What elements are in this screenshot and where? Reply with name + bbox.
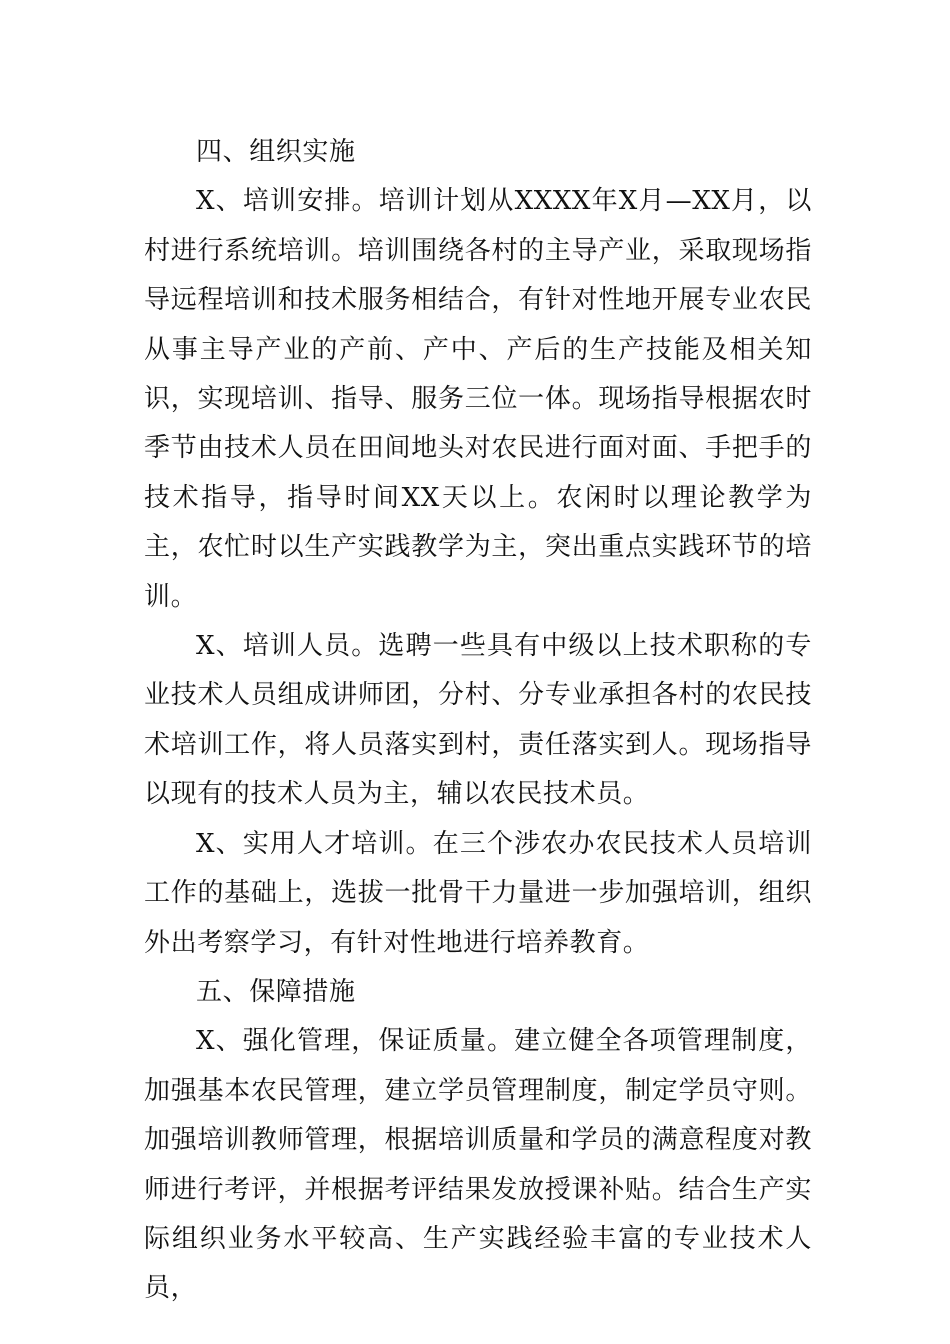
paragraph-training-schedule: X、培训安排。培训计划从XXXX年X月—XX月，以村进行系统培训。培训围绕各村的主导产业，采取现场指导远程培训和技术服务相结合，有针对性地开展专业农民从事主导产业的产前、产中、产后的生产技能及相关知识，实现培训、指导、服务三位一体。现场指导根据农时季节由技术人员在田间地头对农民进行面对面、手把手的技术指导，指导时间XX天以上。农闲时以理论教学为主，农忙时以生产实践教学为主，突出重点实践环节的培训。 — [144, 186, 812, 612]
section-heading-safeguards: 五、保障措施 — [196, 976, 356, 1007]
paragraph-management-quality: X、强化管理，保证质量。建立健全各项管理制度，加强基本农民管理，建立学员管理制度，制定学员守则。加强培训教师管理，根据培训质量和学员的满意程度对教师进行考评，并根据考评结果发放授课补贴。结合生产实际组织业务水平较高、生产实践经验丰富的专业技术人员， — [144, 1026, 812, 1304]
document-body — [144, 128, 812, 1314]
paragraph-training-staff: X、培训人员。选聘一些具有中级以上技术职称的专业技术人员组成讲师团，分村、分专业承担各村的农民技术培训工作，将人员落实到村，责任落实到人。现场指导以现有的技术人员为主，辅以农民技术员。 — [144, 631, 812, 810]
section-heading-implementation: 四、组织实施 — [196, 137, 356, 167]
paragraph-practical-talent-training: X、实用人才培训。在三个涉农办农民技术人员培训工作的基础上，选拔一批骨干力量进一步加强培训，组织外出考察学习，有针对性地进行培养教育。 — [144, 828, 812, 958]
